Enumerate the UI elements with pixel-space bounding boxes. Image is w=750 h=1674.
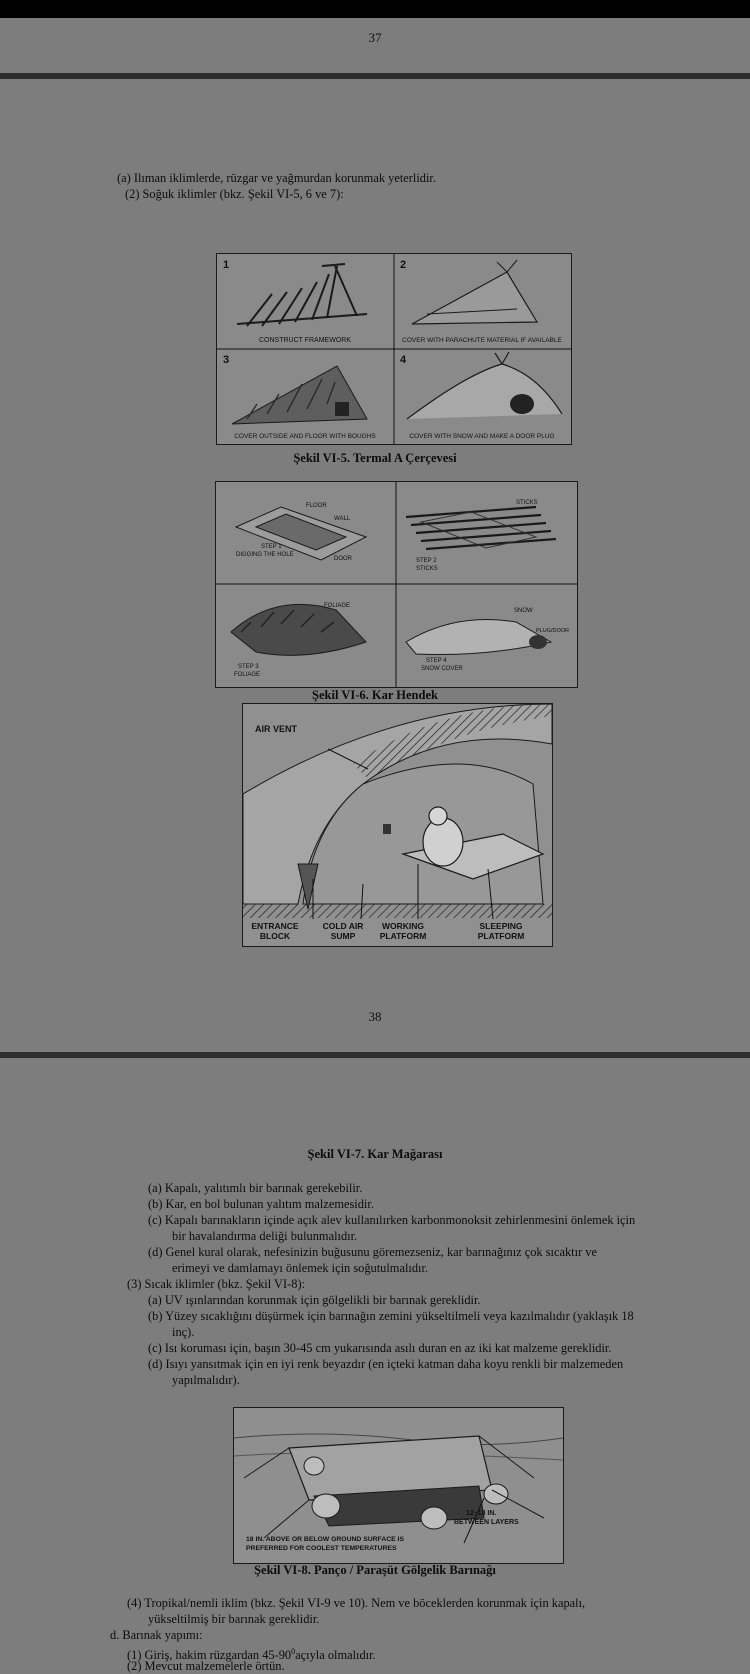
- label-layers: BETWEEN LAYERS: [454, 1519, 519, 1526]
- label-step: STEP 2: [416, 558, 437, 564]
- label-sleeping-platform: PLATFORM: [477, 931, 525, 941]
- label-sleeping-platform: SLEEPING: [479, 921, 523, 931]
- panel-label: CONSTRUCT FRAMEWORK: [258, 337, 352, 344]
- parachute-cover: [412, 272, 537, 324]
- text-line: (d) Genel kural olarak, nefesinizin buğusunu göremezseniz, kar barınağınız çok sıcaktır ve: [148, 1245, 597, 1259]
- page-number: 37: [368, 30, 382, 45]
- figure-caption: Şekil VI-7. Kar Mağarası: [307, 1147, 443, 1161]
- label-step: DIGGING THE HOLE: [236, 552, 294, 558]
- panel-label: COVER WITH PARACHUTE MATERIAL IF AVAILABLE: [402, 337, 562, 344]
- label-entrance-block: ENTRANCE: [251, 921, 299, 931]
- page-separator: [0, 1052, 750, 1058]
- label-step: SNOW COVER: [421, 666, 463, 672]
- label-cold-air-sump: SUMP: [330, 931, 356, 941]
- text-line: (2) Soğuk iklimler (bkz. Şekil VI-5, 6 ve 7):: [125, 187, 344, 201]
- label-ground: 18 IN. ABOVE OR BELOW GROUND SURFACE IS: [246, 1536, 404, 1543]
- panel-label: COVER WITH SNOW AND MAKE A DOOR PLUG: [409, 433, 555, 440]
- text-line: (4) Tropikal/nemli iklim (bkz. Şekil VI-9 ve 10). Nem ve böceklerden korunmak için kapalı,: [127, 1596, 586, 1610]
- label-step: STEP 1: [261, 544, 282, 550]
- label-air-vent: AIR VENT: [255, 724, 298, 734]
- text-line: d. Barınak yapımı:: [110, 1628, 203, 1642]
- label-entrance-block: BLOCK: [259, 931, 291, 941]
- label-wall: WALL: [334, 516, 351, 522]
- figure-a-frame-shelter: [216, 253, 572, 445]
- door-plug: [510, 394, 534, 414]
- panel-number: 1: [223, 259, 230, 271]
- person-figure: [423, 818, 463, 866]
- text-fragment: açıyla olmalıdır.: [295, 1648, 376, 1663]
- figure-caption: Şekil VI-8. Panço / Paraşüt Gölgelik Barınağı: [254, 1563, 496, 1577]
- label-step: STICKS: [416, 566, 438, 572]
- label-sticks: STICKS: [516, 500, 538, 506]
- figure-snow-cave: [242, 703, 553, 947]
- page-number: 38: [368, 1009, 382, 1024]
- label-step: FOLIAGE: [234, 672, 261, 678]
- figure-caption: Şekil VI-5. Termal A Çerçevesi: [293, 451, 457, 465]
- text-line: (b) Kar, en bol bulunan yalıtım malzemesidir.: [148, 1197, 374, 1211]
- panel-number: 2: [400, 259, 407, 271]
- text-line: (a) UV ışınlarından korunmak için gölgelikli bir barınak gereklidir.: [148, 1293, 481, 1307]
- label-door: DOOR: [334, 556, 352, 562]
- label-floor: FLOOR: [306, 503, 327, 509]
- degree-superscript: 0: [291, 1647, 296, 1656]
- label-layers: 12–18 IN.: [466, 1510, 497, 1517]
- text-line: erimeyi ve damlamayı önlemek için soğutulmalıdır.: [172, 1261, 429, 1275]
- text-line: (b) Yüzey sıcaklığını düşürmek için barınağın zemini yükseltilmeli veya kazılmalıdır (yaklaşık 18: [148, 1309, 634, 1323]
- a-frame-poles: [237, 264, 367, 326]
- label-working-platform: WORKING: [381, 921, 425, 931]
- label-snow: SNOW: [514, 608, 533, 614]
- panel-label: COVER OUTSIDE AND FLOOR WITH BOUGHS: [234, 433, 376, 440]
- text-fragment: (1) Giriş, hakim rüzgardan 45-90: [127, 1648, 292, 1663]
- label-plug-door: PLUG/DOOR: [536, 628, 570, 634]
- page-separator: [0, 73, 750, 79]
- text-line: (3) Sıcak iklimler (bkz. Şekil VI-8):: [127, 1277, 306, 1291]
- text-line: (c) Isı koruması için, başın 30-45 cm yukarısında asılı duran en az iki kat malzeme gereklidir.: [148, 1341, 612, 1355]
- text-line: (d) Isıyı yansıtmak için en iyi renk beyazdır (en içteki katman daha koyu renkli bir malzemeden: [148, 1357, 624, 1371]
- panel-number: 3: [223, 354, 230, 366]
- text-line: (c) Kapalı barınakların içinde açık alev kullanılırken karbonmonoksit zehirlenmesini önlemek için: [148, 1213, 636, 1227]
- figure-snow-trench: [215, 481, 578, 688]
- label-step: STEP 3: [238, 664, 259, 670]
- label-foliage: FOLIAGE: [324, 603, 351, 609]
- panel-number: 4: [400, 354, 407, 366]
- text-line: (a) Ilıman iklimlerde, rüzgar ve yağmurdan korunmak yeterlidir.: [117, 171, 436, 185]
- label-step: STEP 4: [426, 658, 447, 664]
- snow-mound: [407, 364, 562, 419]
- text-line: yapılmalıdır).: [172, 1373, 240, 1387]
- text-line: yükseltilmiş bir barınak gereklidir.: [148, 1612, 320, 1626]
- viewer-top-bar: [0, 0, 750, 18]
- text-line: inç).: [172, 1325, 195, 1339]
- label-ground: PREFERRED FOR COOLEST TEMPERATURES: [246, 1545, 397, 1552]
- text-line: bir havalandırma deliği bulunmalıdır.: [172, 1229, 358, 1243]
- label-working-platform: PLATFORM: [379, 931, 427, 941]
- text-line: (a) Kapalı, yalıtımlı bir barınak gerekebilir.: [148, 1181, 363, 1195]
- text-line: (2) Mevcut malzemelerle örtün.: [127, 1659, 285, 1673]
- label-cold-air-sump: COLD AIR: [322, 921, 364, 931]
- figure-caption: Şekil VI-6. Kar Hendek: [312, 688, 438, 702]
- figure-poncho-shade-shelter: [233, 1407, 564, 1564]
